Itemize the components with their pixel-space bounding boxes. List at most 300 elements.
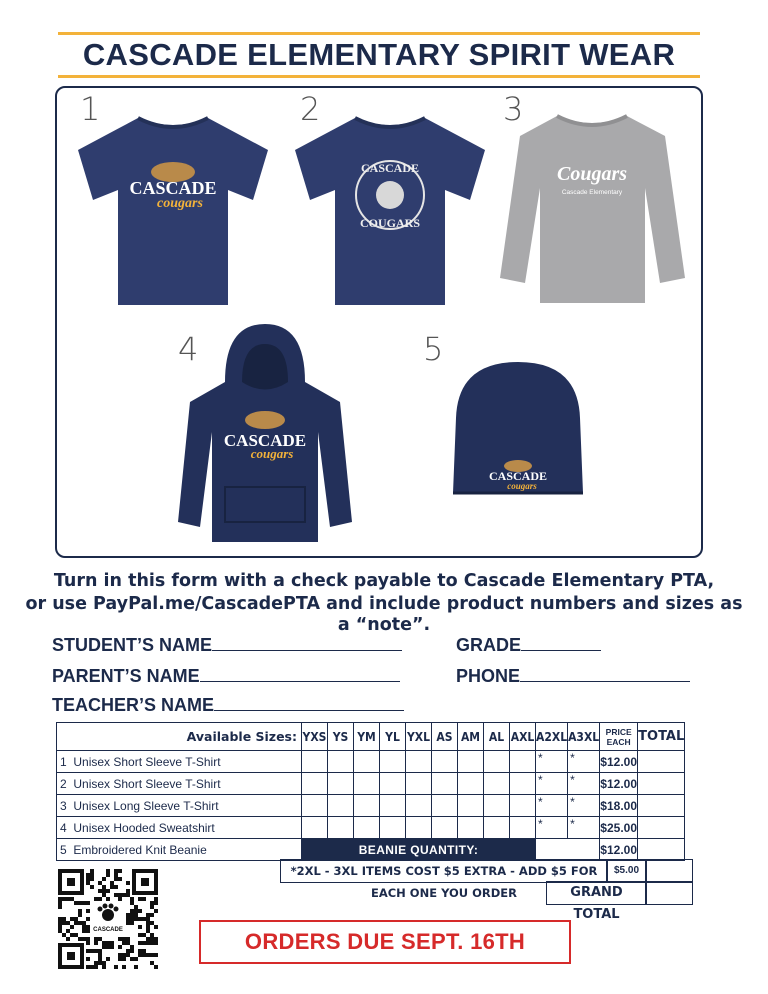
qr-module xyxy=(86,949,90,953)
qty-cell[interactable] xyxy=(484,751,510,773)
qr-module xyxy=(118,877,122,881)
qr-module xyxy=(122,965,126,969)
grand-total-label: GRAND TOTAL xyxy=(546,881,647,905)
qr-module xyxy=(66,929,70,933)
qr-module xyxy=(106,889,110,893)
qr-module xyxy=(98,957,102,961)
qty-cell[interactable] xyxy=(458,795,484,817)
qr-module xyxy=(134,909,138,913)
qr-module xyxy=(98,881,102,885)
available-sizes-label: Available Sizes: xyxy=(57,723,302,751)
qty-cell[interactable] xyxy=(354,795,380,817)
qr-module xyxy=(82,901,86,905)
qr-module xyxy=(62,921,66,925)
qr-module xyxy=(150,921,154,925)
qr-module xyxy=(126,881,130,885)
qr-module xyxy=(70,897,74,901)
qr-module xyxy=(114,893,118,897)
qty-cell[interactable] xyxy=(354,751,380,773)
qr-module xyxy=(78,913,82,917)
qty-cell[interactable] xyxy=(510,773,536,795)
qty-cell[interactable] xyxy=(406,751,432,773)
product-number-1: 1 xyxy=(80,90,101,128)
item-name: Unisex Hooded Sweatshirt xyxy=(73,820,215,835)
qr-module xyxy=(146,925,150,929)
phone-field[interactable] xyxy=(456,666,690,687)
qr-module xyxy=(90,885,94,889)
size-header: YXL xyxy=(406,723,432,751)
qr-module xyxy=(98,937,102,941)
qty-cell[interactable] xyxy=(354,773,380,795)
qr-module xyxy=(118,945,122,949)
qty-cell[interactable] xyxy=(484,817,510,839)
qr-module xyxy=(58,897,62,901)
qr-module xyxy=(130,901,134,905)
qr-module xyxy=(102,961,106,965)
surcharge-total-cell[interactable] xyxy=(645,859,693,883)
phone-label: PHONE xyxy=(456,666,521,686)
qty-cell[interactable] xyxy=(432,795,458,817)
qr-module xyxy=(82,921,86,925)
qty-cell-asterisk[interactable]: * xyxy=(536,817,568,839)
qr-module xyxy=(130,957,134,961)
qr-module xyxy=(94,897,98,901)
xl-surcharge-price: $5.00 xyxy=(606,859,647,883)
qr-module xyxy=(118,893,122,897)
qr-module xyxy=(78,921,82,925)
teacher-name-field[interactable] xyxy=(52,695,404,716)
grade-label: GRADE xyxy=(456,635,522,655)
qr-module xyxy=(114,877,118,881)
qr-module xyxy=(58,921,62,925)
size-header: YM xyxy=(354,723,380,751)
qr-module xyxy=(98,961,102,965)
qr-module xyxy=(142,941,146,945)
qr-module xyxy=(154,953,158,957)
qr-module xyxy=(146,937,150,941)
qr-module xyxy=(146,941,150,945)
qty-cell[interactable] xyxy=(302,751,328,773)
qr-module xyxy=(146,917,150,921)
item-price: $25.00 xyxy=(600,817,638,839)
product-2-print-bottom: COUGARS xyxy=(359,216,421,230)
item-number: 5 xyxy=(60,842,67,857)
qr-module xyxy=(66,937,70,941)
qr-module xyxy=(106,945,110,949)
qr-module xyxy=(86,917,90,921)
qty-cell[interactable] xyxy=(302,795,328,817)
qr-module xyxy=(126,917,130,921)
qr-module xyxy=(138,953,142,957)
qr-module xyxy=(122,941,126,945)
qr-module xyxy=(126,937,130,941)
qty-cell-asterisk[interactable]: * xyxy=(568,751,600,773)
total-cell[interactable] xyxy=(638,751,685,773)
qty-cell[interactable] xyxy=(406,795,432,817)
qr-module xyxy=(102,885,106,889)
size-header: AM xyxy=(458,723,484,751)
qr-module xyxy=(138,909,142,913)
qr-module xyxy=(118,869,122,873)
item-name: Unisex Short Sleeve T-Shirt xyxy=(73,754,221,769)
qr-module xyxy=(142,933,146,937)
qr-module xyxy=(150,961,154,965)
qty-cell[interactable] xyxy=(302,817,328,839)
beanie-quantity-label: BEANIE QUANTITY: xyxy=(302,839,536,861)
qr-module xyxy=(154,925,158,929)
item-number: 3 xyxy=(60,798,67,813)
qty-cell[interactable] xyxy=(458,817,484,839)
product-number-2: 2 xyxy=(300,90,321,128)
qr-module xyxy=(110,945,114,949)
qr-module xyxy=(78,909,82,913)
qr-module xyxy=(90,873,94,877)
qty-cell[interactable] xyxy=(406,817,432,839)
product-2-tshirt-image xyxy=(285,110,495,310)
size-header: A3XL xyxy=(568,723,600,751)
product-4-print-bottom: cougars xyxy=(250,446,294,461)
qr-module xyxy=(150,933,154,937)
qr-module xyxy=(150,901,154,905)
qr-module xyxy=(58,925,62,929)
qty-cell[interactable] xyxy=(458,773,484,795)
qr-module xyxy=(106,869,110,873)
product-4-print-top: CASCADE xyxy=(223,431,307,450)
qr-module xyxy=(150,905,154,909)
qr-module xyxy=(126,921,130,925)
order-table xyxy=(56,722,685,861)
qr-module xyxy=(130,913,134,917)
qty-cell[interactable] xyxy=(510,751,536,773)
qr-module xyxy=(150,953,154,957)
size-header-row xyxy=(57,723,685,751)
item-name: Unisex Short Sleeve T-Shirt xyxy=(73,776,221,791)
item-name-cell xyxy=(57,795,302,817)
qr-module xyxy=(78,901,82,905)
qr-module xyxy=(142,949,146,953)
qr-module xyxy=(66,921,70,925)
qr-module xyxy=(122,937,126,941)
qr-module xyxy=(154,909,158,913)
qr-module xyxy=(102,965,106,969)
qr-module xyxy=(150,913,154,917)
table-row xyxy=(57,795,685,817)
qr-module xyxy=(98,953,102,957)
item-name: Embroidered Knit Beanie xyxy=(73,842,207,857)
product-3-long-sleeve-image xyxy=(495,108,690,308)
product-1-print-top: CASCADE xyxy=(129,178,217,198)
size-header: YS xyxy=(328,723,354,751)
item-number: 2 xyxy=(60,776,67,791)
total-header: TOTAL xyxy=(638,723,685,751)
qr-module xyxy=(94,941,98,945)
qr-module xyxy=(126,893,130,897)
qty-cell[interactable] xyxy=(380,773,406,795)
qr-module xyxy=(62,897,66,901)
qr-module xyxy=(102,941,106,945)
qr-module xyxy=(154,937,158,941)
qr-module xyxy=(126,953,130,957)
qr-module xyxy=(94,937,98,941)
qr-module xyxy=(70,917,74,921)
qr-module xyxy=(106,873,110,877)
page-title: CASCADE ELEMENTARY SPIRIT WEAR xyxy=(82,37,676,72)
qr-module xyxy=(66,897,70,901)
table-row xyxy=(57,817,685,839)
size-header: AS xyxy=(432,723,458,751)
size-header: AL xyxy=(484,723,510,751)
qty-cell[interactable] xyxy=(354,817,380,839)
qr-module xyxy=(134,965,138,969)
qty-cell[interactable] xyxy=(484,795,510,817)
qr-module xyxy=(94,965,98,969)
qr-module xyxy=(102,893,106,897)
qr-module xyxy=(118,897,122,901)
qr-module xyxy=(90,965,94,969)
item-name-cell xyxy=(57,839,302,861)
qr-module xyxy=(154,901,158,905)
product-number-4: 4 xyxy=(178,330,199,368)
qr-module xyxy=(146,921,150,925)
qr-module xyxy=(86,881,90,885)
product-4-hoodie-image xyxy=(170,322,355,547)
qty-cell[interactable] xyxy=(432,773,458,795)
qr-module xyxy=(114,965,118,969)
qr-module xyxy=(74,921,78,925)
qr-module xyxy=(86,877,90,881)
qty-cell-asterisk[interactable]: * xyxy=(568,795,600,817)
qr-module xyxy=(130,897,134,901)
qr-module xyxy=(130,917,134,921)
product-5-print-bottom: cougars xyxy=(507,481,537,491)
qr-module xyxy=(154,897,158,901)
beanie-quantity-cell[interactable] xyxy=(536,839,600,861)
qty-cell[interactable] xyxy=(380,751,406,773)
qr-module xyxy=(130,949,134,953)
student-name-label: STUDENT’S NAME xyxy=(52,635,213,655)
qr-module xyxy=(86,941,90,945)
qr-module xyxy=(86,937,90,941)
qty-cell[interactable] xyxy=(302,773,328,795)
qr-module xyxy=(142,897,146,901)
qr-module xyxy=(138,897,142,901)
orders-due-banner: ORDERS DUE SEPT. 16TH xyxy=(199,920,571,964)
qr-module xyxy=(142,953,146,957)
item-price: $12.00 xyxy=(600,773,638,795)
total-cell[interactable] xyxy=(638,839,685,861)
qr-module xyxy=(134,913,138,917)
qr-module xyxy=(90,869,94,873)
qr-module xyxy=(78,937,82,941)
qr-module xyxy=(58,917,62,921)
qr-module xyxy=(82,929,86,933)
qr-module xyxy=(70,925,74,929)
qty-cell[interactable] xyxy=(432,817,458,839)
qr-module xyxy=(126,889,130,893)
qr-module xyxy=(106,941,110,945)
qty-cell[interactable] xyxy=(380,817,406,839)
qr-module xyxy=(58,901,62,905)
qr-module xyxy=(122,893,126,897)
qr-module xyxy=(110,881,114,885)
qty-cell[interactable] xyxy=(328,751,354,773)
qr-module xyxy=(106,897,110,901)
qty-cell[interactable] xyxy=(380,795,406,817)
qty-cell-asterisk[interactable]: * xyxy=(536,751,568,773)
qr-label: CASCADE xyxy=(93,927,123,933)
qr-module xyxy=(86,873,90,877)
qr-module xyxy=(110,941,114,945)
qr-module xyxy=(126,941,130,945)
qr-module xyxy=(114,869,118,873)
qr-module xyxy=(134,917,138,921)
student-name-field[interactable] xyxy=(52,635,402,656)
qr-module xyxy=(138,925,142,929)
product-number-5: 5 xyxy=(423,330,444,368)
table-row xyxy=(57,751,685,773)
qty-cell-asterisk[interactable]: * xyxy=(536,773,568,795)
product-3-print-bottom: Cascade Elementary xyxy=(561,189,623,196)
qty-cell[interactable] xyxy=(510,795,536,817)
qr-module xyxy=(86,909,90,913)
qr-module xyxy=(138,933,142,937)
qr-module xyxy=(98,897,102,901)
product-2-print-top: CASCADE xyxy=(360,161,420,175)
qty-cell[interactable] xyxy=(328,773,354,795)
total-cell[interactable] xyxy=(638,773,685,795)
qr-module xyxy=(102,945,106,949)
qr-module xyxy=(130,909,134,913)
qr-module xyxy=(86,965,90,969)
qr-module xyxy=(154,941,158,945)
qr-module xyxy=(118,957,122,961)
qty-cell[interactable] xyxy=(328,817,354,839)
qr-module xyxy=(150,941,154,945)
qty-cell-asterisk[interactable]: * xyxy=(568,817,600,839)
qr-module xyxy=(126,949,130,953)
item-name-cell xyxy=(57,773,302,795)
grade-field[interactable] xyxy=(456,635,601,656)
qr-module xyxy=(82,925,86,929)
qr-module xyxy=(134,957,138,961)
qty-cell[interactable] xyxy=(510,817,536,839)
qty-cell[interactable] xyxy=(458,751,484,773)
item-price: $18.00 xyxy=(600,795,638,817)
parent-name-field[interactable] xyxy=(52,666,400,687)
qr-module xyxy=(62,917,66,921)
qr-module xyxy=(118,953,122,957)
qr-module xyxy=(114,873,118,877)
qr-module xyxy=(138,949,142,953)
parent-name-label: PARENT’S NAME xyxy=(52,666,200,686)
qr-module xyxy=(86,929,90,933)
qr-module xyxy=(126,913,130,917)
size-header: AXL xyxy=(510,723,536,751)
qr-module xyxy=(94,961,98,965)
qty-cell[interactable] xyxy=(406,773,432,795)
size-header: A2XL xyxy=(536,723,568,751)
instructions-line-1: Turn in this form with a check payable to Cascade Elementary PTA, xyxy=(53,571,715,591)
qty-cell[interactable] xyxy=(328,795,354,817)
qr-module xyxy=(106,957,110,961)
instructions-line-2: or use PayPal.me/CascadePTA and include product numbers and sizes as a “note”. xyxy=(25,594,743,635)
item-name-cell xyxy=(57,817,302,839)
qty-cell[interactable] xyxy=(432,751,458,773)
qr-module xyxy=(102,889,106,893)
paypal-qr-code[interactable] xyxy=(58,869,158,969)
qr-module xyxy=(114,885,118,889)
total-cell[interactable] xyxy=(638,795,685,817)
product-1-tshirt-image xyxy=(68,110,278,310)
qr-module xyxy=(90,949,94,953)
qr-module xyxy=(110,885,114,889)
xl-surcharge-note: *2XL - 3XL ITEMS COST $5 EXTRA - ADD $5 FOR EACH ONE YOU ORDER xyxy=(280,859,608,883)
qr-module xyxy=(150,937,154,941)
size-header: YL xyxy=(380,723,406,751)
qr-module xyxy=(118,937,122,941)
total-cell[interactable] xyxy=(638,817,685,839)
qr-module xyxy=(146,913,150,917)
qr-module xyxy=(146,929,150,933)
qr-module xyxy=(58,905,62,909)
item-number: 4 xyxy=(60,820,67,835)
qr-module xyxy=(74,933,78,937)
qr-module xyxy=(70,933,74,937)
qty-cell[interactable] xyxy=(484,773,510,795)
qr-module xyxy=(122,957,126,961)
grand-total-cell[interactable] xyxy=(645,881,693,905)
qr-module xyxy=(122,953,126,957)
product-5-print-top: CASCADE xyxy=(488,469,548,483)
qty-cell-asterisk[interactable]: * xyxy=(536,795,568,817)
qr-module xyxy=(62,933,66,937)
item-number: 1 xyxy=(60,754,67,769)
qr-module xyxy=(90,877,94,881)
qr-module xyxy=(82,937,86,941)
qr-module xyxy=(154,965,158,969)
beanie-row xyxy=(57,839,685,861)
item-price: $12.00 xyxy=(600,839,638,861)
qr-module xyxy=(58,929,62,933)
qr-module xyxy=(138,941,142,945)
item-name-cell xyxy=(57,751,302,773)
item-price: $12.00 xyxy=(600,751,638,773)
qr-module xyxy=(94,949,98,953)
product-3-print-top: Cougars xyxy=(556,163,628,185)
qr-module xyxy=(86,925,90,929)
product-5-beanie-image xyxy=(448,358,588,500)
qty-cell-asterisk[interactable]: * xyxy=(568,773,600,795)
table-row xyxy=(57,773,685,795)
paw-icon xyxy=(102,909,114,921)
qr-module xyxy=(138,917,142,921)
qr-module xyxy=(98,949,102,953)
qr-module xyxy=(98,889,102,893)
item-name: Unisex Long Sleeve T-Shirt xyxy=(73,798,219,813)
qr-module xyxy=(102,877,106,881)
qr-module xyxy=(74,901,78,905)
qr-module xyxy=(130,945,134,949)
qr-module xyxy=(130,921,134,925)
qr-module xyxy=(142,917,146,921)
qr-module xyxy=(146,953,150,957)
teacher-name-label: TEACHER’S NAME xyxy=(52,695,215,715)
price-each-header: PRICE EACH xyxy=(600,723,638,751)
qr-module xyxy=(134,905,138,909)
title-banner xyxy=(58,32,700,78)
size-header: YXS xyxy=(302,723,328,751)
product-number-3: 3 xyxy=(503,90,524,128)
